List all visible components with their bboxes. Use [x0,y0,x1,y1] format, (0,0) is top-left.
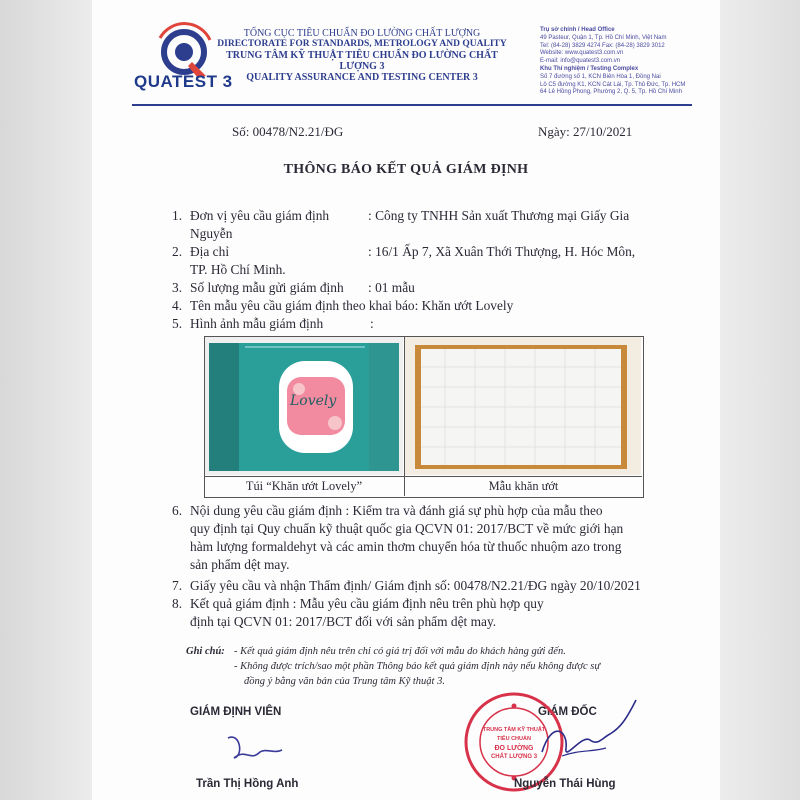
item-number: 3. [172,280,183,295]
testing-address-2: Lô C5 đường K1, KCN Cát Lái, Tp. Thủ Đức, Tp. HCM [540,81,686,88]
center-vn: TRUNG TÂM KỸ THUẬT TIÊU CHUẨN ĐO LƯỜNG CHẤT LƯỢNG 3 [226,50,498,72]
testing-address-1: Số 7 đường số 1, KCN Biên Hòa 1, Đồng Nai [540,73,661,80]
item-6-line-4: sản phẩm dệt may. [190,557,290,572]
item-2-value: : 16/1 Ấp 7, Xã Xuân Thới Thượng, H. Hóc Môn, [368,244,636,259]
item-6-line-1: Nội dung yêu cầu giám định : Kiểm tra và đánh giá sự phù hợp của mẫu theo [190,503,603,518]
website: Website: www.quatest3.com.vn [540,50,624,57]
item-5-colon: : [370,316,374,331]
director-title: GIÁM ĐỐC [538,706,597,718]
item-1-label: Đơn vị yêu cầu giám định [190,208,330,223]
item-5-label: Hình ảnh mẫu giám định [190,316,324,331]
item-1-value-cont: Nguyễn [190,226,233,241]
document-title: THÔNG BÁO KẾT QUẢ GIÁM ĐỊNH [283,162,529,177]
office-phone: Tel: (84-28) 3829 4274 Fax: (84-28) 3829 3012 [540,42,665,49]
document-ref: Số: 00478/N2.21/ĐG [232,124,344,139]
item-3-value: : 01 mẫu [368,280,415,295]
caption-left: Túi “Khăn ướt Lovely” [245,479,363,493]
director-signature-icon [532,690,642,770]
stamp-mid: ĐO LƯỜNG [494,745,534,752]
item-number: 8. [172,596,183,611]
item-number: 7. [172,578,183,593]
item-6-line-2: quy định tại Quy chuẩn kỹ thuật quốc gia QCVN 01: 2017/BCT về mức giới hạn [190,521,624,536]
item-7-label: Giấy yêu cầu và nhận Thẩm định/ Giám định số: 00478/N2.21/ĐG ngày 20/10/2021 [190,578,641,593]
header-org [212,28,512,83]
item-3-label: Số lượng mẫu gửi giám định [190,280,344,295]
stamp-top: TRUNG TÂM KỸ THUẬT TIÊU CHUẨN [482,727,546,742]
office-label: Trụ sở chính / Head Office [540,27,615,33]
inspector-title: GIÁM ĐỊNH VIÊN [190,706,282,718]
item-6-line-3: hàm lượng formaldehyt và các amin thơm chuyển hóa từ thuốc nhuộm azo trong [190,539,622,554]
org-en: DIRECTORATE FOR STANDARDS, METROLOGY AND QUALITY [217,39,507,49]
inspector-name: Trần Thị Hồng Anh [196,778,299,790]
note-1: - Kết quả giám định nêu trên chỉ có giá trị đối với mẫu do khách hàng gửi đến. [234,646,566,657]
item-number: 2. [172,244,183,259]
logo-text: QUATEST 3 [134,72,233,91]
photo-caption-divider [204,476,642,477]
item-2-label: Địa chỉ [190,244,230,259]
background-left [0,0,92,800]
center-en: QUALITY ASSURANCE AND TESTING CENTER 3 [246,72,478,83]
item-2-value-cont: TP. Hồ Chí Minh. [190,262,286,277]
item-8-line-2: định tại QCVN 01: 2017/BCT đối với sản phẩm dệt may. [190,614,497,629]
item-number: 1. [172,208,183,223]
caption-right: Mẫu khăn ướt [488,479,559,493]
note-3: đồng ý bằng văn bản của Trung tâm Kỹ thuật 3. [244,676,445,687]
item-8-line-1: Kết quả giám định : Mẫu yêu cầu giám định nêu trên phù hợp quy [190,596,544,611]
org-vn: TỔNG CỤC TIÊU CHUẨN ĐO LƯỜNG CHẤT LƯỢNG [243,28,481,39]
email: E-mail: info@quatest3.com.vn [540,58,621,65]
wet-wipe-sample-image [405,337,641,475]
item-number: 4. [172,298,183,313]
item-4-label: Tên mẫu yêu cầu giám định theo khai báo: Khăn ướt Lovely [190,298,514,313]
office-address: 49 Pasteur, Quận 1, Tp. Hồ Chí Minh, Việt Nam [540,34,667,41]
testing-label: Khu Thí nghiệm / Testing Complex [540,65,639,72]
document-date: Ngày: 27/10/2021 [538,124,633,139]
notes-label: Ghi chú: [186,646,225,657]
pack-brand-label: Lovely [290,393,337,409]
header-divider [132,104,692,106]
background-right [720,0,800,800]
testing-address-3: 64 Lê Hồng Phong, Phường 2, Q. 5, Tp. Hồ Chí Minh [540,89,682,96]
item-number: 5. [172,316,183,331]
inspector-signature-icon [220,728,290,768]
item-number: 6. [172,503,183,518]
stamp-bot: CHẤT LƯỢNG 3 [490,754,538,760]
header-contact [540,27,715,97]
director-name: Nguyễn Thái Hùng [514,778,616,790]
document-page [92,0,720,800]
item-1-value: : Công ty TNHH Sản xuất Thương mại Giấy Gia [368,208,630,223]
note-2: - Không được trích/sao một phần Thông báo kết quả giám định này nếu không được sự [234,661,601,672]
